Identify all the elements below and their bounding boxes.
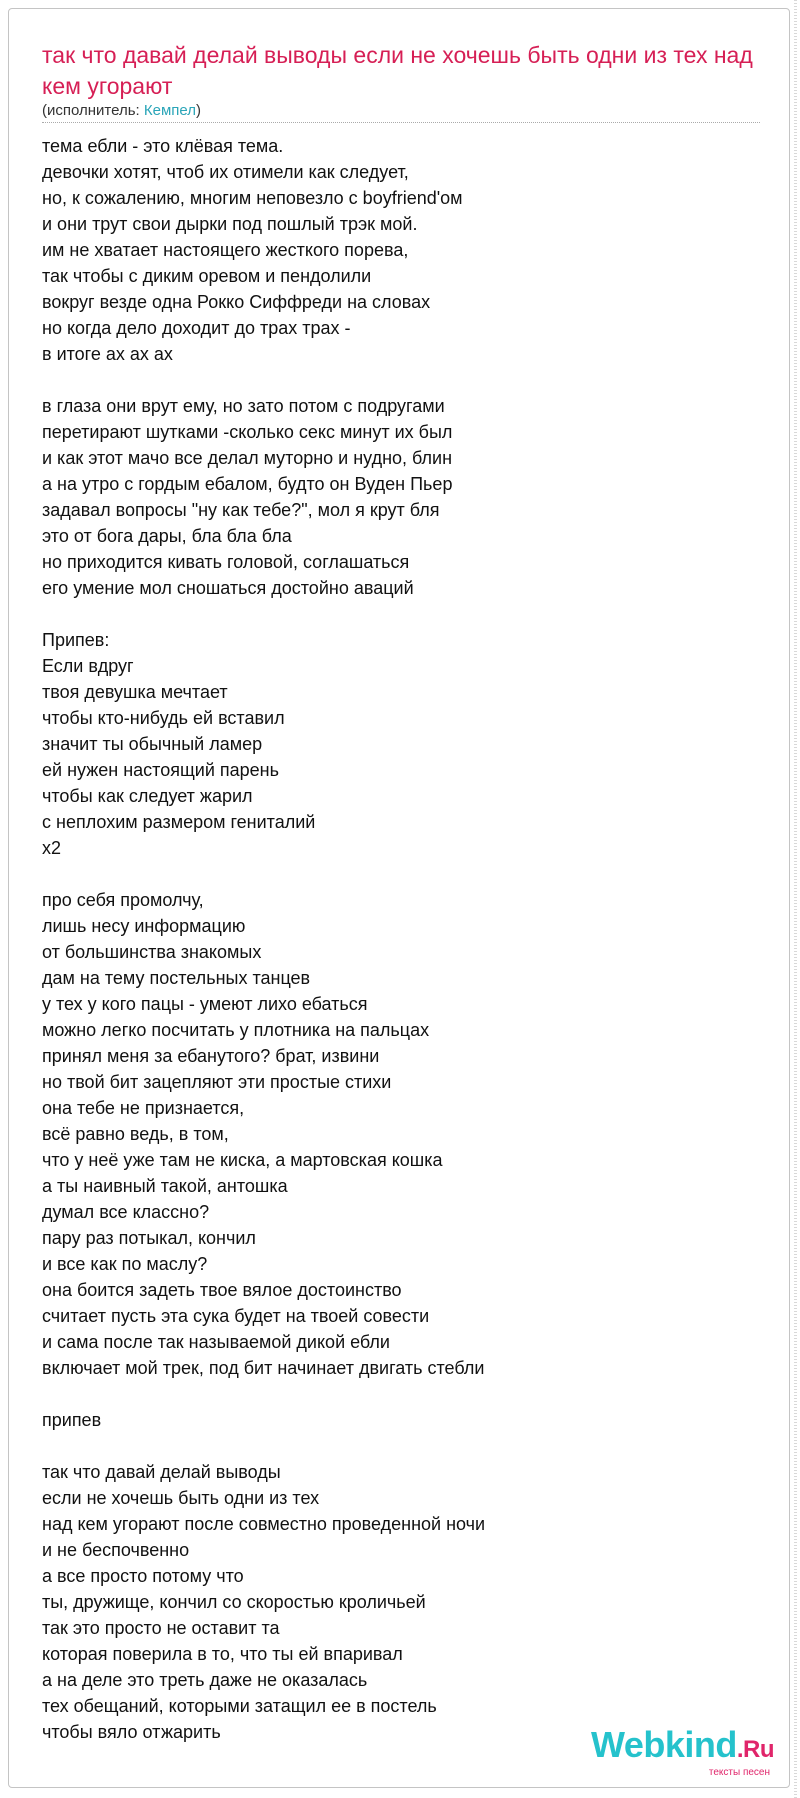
lyric-line: ты, дружище, кончил со скоростью кроличьей (42, 1592, 426, 1612)
lyric-line: в итоге ах ах ах (42, 344, 173, 364)
lyric-blank-line (42, 1433, 762, 1459)
lyric-line: так что давай делай выводы (42, 1462, 281, 1482)
logo-main-text: Webkind (590, 1724, 737, 1765)
lyrics-body (42, 133, 762, 1745)
title-divider (42, 122, 760, 123)
lyric-line: и не беспочвенно (42, 1540, 190, 1560)
lyric-line: его умение мол сношаться достойно аваций (42, 578, 414, 598)
lyric-line: ей нужен настоящий парень (42, 760, 279, 780)
lyric-line: про себя промолчу, (42, 890, 204, 910)
lyric-line: им не хватает настоящего жесткого порева, (42, 240, 409, 260)
lyric-line: но приходится кивать головой, соглашаться (42, 552, 410, 572)
lyric-line: и как этот мачо все делал муторно и нудно, блин (42, 448, 453, 468)
lyric-line: тех обещаний, которыми затащил ее в постель (42, 1696, 437, 1716)
lyric-line: так чтобы с диким оревом и пендолили (42, 266, 372, 286)
lyric-line: лишь несу информацию (42, 916, 246, 936)
lyric-line: а на утро с гордым ебалом, будто он Вуден Пьер (42, 474, 453, 494)
lyric-line: у тех у кого пацы - умеют лихо ебаться (42, 994, 368, 1014)
lyric-line: так это просто не оставит та (42, 1618, 280, 1638)
lyric-line: которая поверила в то, что ты ей впаривал (42, 1644, 403, 1664)
lyric-line: чтобы как следует жарил (42, 786, 253, 806)
lyric-line: значит ты обычный ламер (42, 734, 263, 754)
lyric-line: что у неё уже там не киска, а мартовская кошка (42, 1150, 443, 1170)
lyric-line: это от бога дары, бла бла бла (42, 526, 292, 546)
lyric-line: девочки хотят, чтоб их отимели как следует, (42, 162, 409, 182)
logo-tagline: тексты песен (708, 1767, 770, 1778)
lyric-line: и сама после так называемой дикой ебли (42, 1332, 390, 1352)
lyric-line: но когда дело доходит до трах трах - (42, 318, 351, 338)
lyric-blank-line (42, 861, 762, 887)
artist-link[interactable]: Кемпел (143, 102, 196, 119)
lyric-line: всё равно ведь, в том, (42, 1124, 229, 1144)
lyric-line: она боится задеть твое вялое достоинство (42, 1280, 402, 1300)
lyric-line: Если вдруг (42, 656, 134, 676)
song-title: так что давай делай выводы если не хочешь быть одни из тех над кем угорают (42, 42, 753, 99)
lyric-line: с неплохим размером гениталий (42, 812, 316, 832)
lyric-line: и они трут свои дырки под пошлый трэк мой. (42, 214, 418, 234)
lyric-line: задавал вопросы "ну как тебе?", мол я крут бля (42, 500, 440, 520)
lyric-line: можно легко посчитать у плотника на пальцах (42, 1020, 430, 1040)
artist-prefix: (исполнитель: (42, 102, 144, 119)
artist-suffix: ) (196, 102, 201, 119)
lyric-line: от большинства знакомых (42, 942, 262, 962)
logo-domain: .Ru (736, 1736, 774, 1763)
lyric-line: припев (42, 1410, 102, 1430)
lyric-line: тема ебли - это клёвая тема. (42, 136, 284, 156)
lyric-line: Припев: (42, 630, 110, 650)
lyric-line: принял меня за ебанутого? брат, извини (42, 1046, 380, 1066)
lyric-line: если не хочешь быть одни из тех (42, 1488, 320, 1508)
lyric-line: и все как по маслу? (42, 1254, 208, 1274)
lyric-line: чтобы кто-нибудь ей вставил (42, 708, 285, 728)
lyric-line: но, к сожалению, многим неповезло с boyfriend'ом (42, 188, 463, 208)
lyric-line: думал все классно? (42, 1202, 210, 1222)
lyric-line: считает пусть эта сука будет на твоей совести (42, 1306, 430, 1326)
lyric-blank-line (42, 367, 762, 393)
lyric-line: она тебе не признается, (42, 1098, 245, 1118)
lyric-line: а на деле это треть даже не оказалась (42, 1670, 368, 1690)
lyric-line: а ты наивный такой, антошка (42, 1176, 288, 1196)
artist-line (42, 101, 201, 121)
scrollbar[interactable] (794, 0, 797, 1798)
lyric-line: твоя девушка мечтает (42, 682, 228, 702)
lyric-blank-line (42, 601, 762, 627)
lyric-line: включает мой трек, под бит начинает двигать стебли (42, 1358, 485, 1378)
lyric-line: x2 (42, 838, 62, 858)
lyric-line: чтобы вяло отжарить (42, 1722, 221, 1742)
site-logo[interactable] (591, 1726, 774, 1778)
lyric-blank-line (42, 1381, 762, 1407)
logo-wordmark (591, 1726, 774, 1769)
lyric-line: дам на тему постельных танцев (42, 968, 311, 988)
lyric-line: пару раз потыкал, кончил (42, 1228, 256, 1248)
lyric-line: над кем угорают после совместно проведенной ночи (42, 1514, 486, 1534)
lyric-line: перетирают шутками -сколько секс минут их был (42, 422, 453, 442)
lyric-line: вокруг везде одна Рокко Сиффреди на словах (42, 292, 431, 312)
lyric-line: а все просто потому что (42, 1566, 244, 1586)
lyric-line: но твой бит зацепляют эти простые стихи (42, 1072, 392, 1092)
lyric-line: в глаза они врут ему, но зато потом с подругами (42, 396, 445, 416)
